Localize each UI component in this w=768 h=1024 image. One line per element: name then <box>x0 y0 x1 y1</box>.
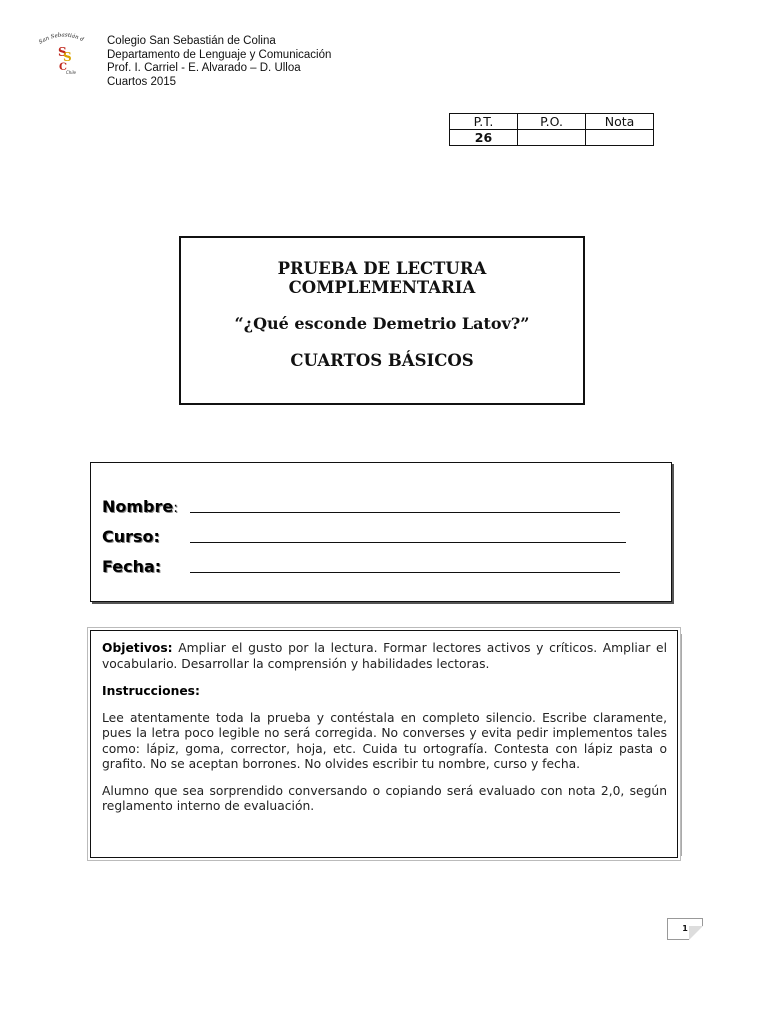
test-title <box>181 259 583 297</box>
book-title: “¿Qué esconde Demetrio Latov?” <box>234 314 530 333</box>
student-info-box <box>90 462 672 602</box>
grade-level: CUARTOS BÁSICOS <box>290 351 474 370</box>
objectives-paragraph <box>102 641 667 672</box>
objectives-text: Ampliar el gusto por la lectura. Formar lectores activos y críticos. Ampliar el vocabulario. Desarrollar la comprensión y habilidades lectoras. <box>102 641 667 671</box>
instructions-paragraph-2: Alumno que sea sorprendido conversando o copiando será evaluado con nota 2,0, según reglamento interno de evaluación. <box>102 783 667 813</box>
name-label: Nombre: <box>102 497 178 516</box>
course-label: Curso: <box>102 527 160 546</box>
logo-bottom-text: Chile <box>66 70 77 75</box>
header-teachers: Prof. I. Carriel - E. Alvarado – D. Ulloa <box>107 62 301 74</box>
score-value-nota[interactable] <box>586 130 654 146</box>
instructions-box <box>90 630 678 858</box>
page-number <box>667 918 703 940</box>
objectives-label: Objetivos: <box>102 641 173 655</box>
header-department: Departamento de Lenguaje y Comunicación <box>107 48 332 61</box>
test-title-line1: PRUEBA DE LECTURA <box>277 259 487 278</box>
logo-motto-text: San Sebastián d <box>38 32 85 46</box>
page-number-text: 1 <box>682 924 688 933</box>
score-header-po: P.O. <box>518 114 586 130</box>
svg-text:San Sebastián de Colina <box>34 30 85 46</box>
instructions-paragraph-1: Lee atentamente toda la prueba y contéstala en completo silencio. Escribe claramente, pues la letra poco legible no será corregida. No converses y evita pedir implementos tales como: lápiz, goma, corrector, hoja, etc. Cuida tu ortografía. Contesta con lápiz pasta o grafito. No se aceptan borrones. No olvides escribir tu nombre, curso y fecha. <box>102 710 667 771</box>
svg-text:S: S <box>58 45 67 59</box>
date-label: Fecha: <box>102 557 162 576</box>
svg-text:C: C <box>59 62 67 73</box>
test-title-line2: COMPLEMENTARIA <box>288 278 476 297</box>
course-input-line[interactable] <box>190 542 626 543</box>
score-value-po[interactable] <box>518 130 586 146</box>
school-logo <box>34 30 90 76</box>
name-input-line[interactable] <box>190 512 620 513</box>
score-value-pt: 26 <box>450 130 518 146</box>
svg-text:S: S <box>63 50 72 64</box>
score-table <box>449 113 654 146</box>
date-input-line[interactable] <box>190 572 620 573</box>
instructions-label: Instrucciones: <box>102 684 200 698</box>
header-school-name: Colegio San Sebastián de Colina <box>107 35 276 47</box>
school-header <box>107 35 331 89</box>
score-header-pt: P.T. <box>450 114 518 130</box>
header-grade-year: Cuartos 2015 <box>107 75 177 88</box>
page-fold-icon <box>689 926 703 940</box>
test-title-box <box>179 236 585 405</box>
score-header-nota: Nota <box>586 114 654 130</box>
